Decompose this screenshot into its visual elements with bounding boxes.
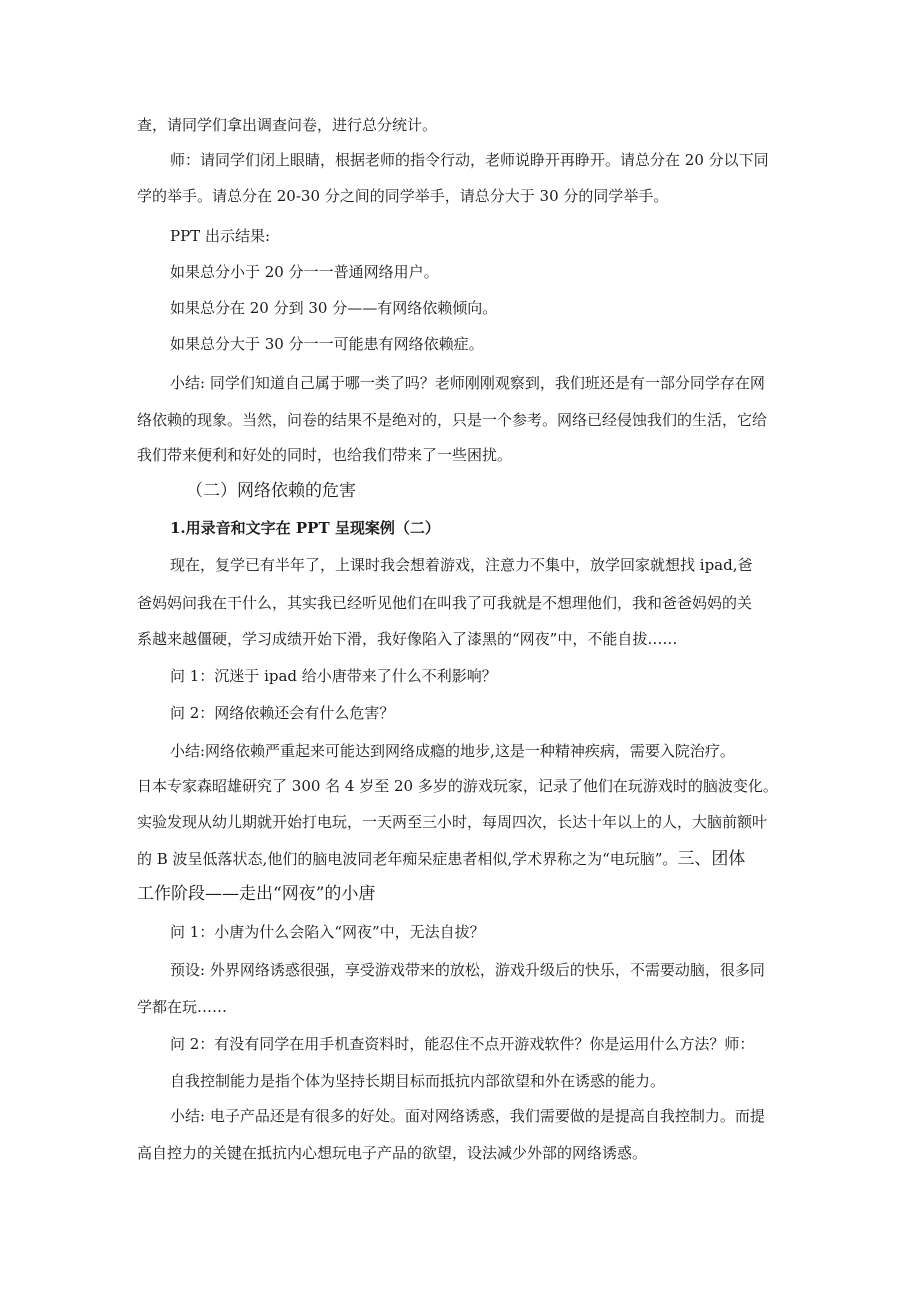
text-line: 日本专家森昭雄研究了 300 名 4 岁至 20 多岁的游戏玩家，记录了他们在玩游戏时的脑波变化。	[137, 777, 778, 795]
text-line: 师：请同学们闭上眼睛，根据老师的指令行动，老师说睁开再睁开。请总分在 20 分以下同	[170, 151, 769, 169]
text-line	[137, 849, 745, 869]
text-line: 高自控力的关键在抵抗内心想玩电子产品的欲望，设法减少外部的网络诱惑。	[137, 1144, 648, 1162]
section-heading: 工作阶段——走出“网夜”的小唐	[137, 884, 376, 904]
text-line: 如果总分小于 20 分一一普通网络用户。	[170, 263, 439, 281]
text-line: 如果总分大于 30 分一一可能患有网络依赖症。	[170, 335, 484, 353]
text-line: 爸妈妈问我在干什么，其实我已经听见他们在叫我了可我就是不想理他们，我和爸爸妈妈的关	[137, 594, 753, 612]
text-line: 小结: 电子产品还是有很多的好处。面对网络诱惑，我们需要做的是提高自我控制力。而提	[170, 1107, 765, 1125]
text-line: 系越来越僵硬，学习成绩开始下滑，我好像陷入了漆黑的“网夜”中，不能自拔……	[137, 630, 678, 648]
text-line: 现在，复学已有半年了，上课时我会想着游戏，注意力不集中，放学回家就想找 ipad,爸	[170, 556, 753, 574]
text-line: 问 2：网络依赖还会有什么危害？	[170, 704, 395, 722]
text-line: 预设: 外界网络诱惑很强，享受游戏带来的放松，游戏升级后的快乐，不需要动脑，很多同	[170, 961, 765, 979]
text-line: 查，请同学们拿出调查问卷，进行总分统计。	[137, 116, 438, 134]
text-line: 问 1：沉迷于 ipad 给小唐带来了什么不利影响？	[170, 667, 497, 685]
text-line: 小结:网络依赖严重起来可能达到网络成瘾的地步,这是一种精神疾病，需要入院治疗。	[170, 742, 735, 760]
text-line: 络依赖的现象。当然，问卷的结果不是绝对的，只是一个参考。网络已经侵蚀我们的生活，它给	[137, 411, 768, 429]
text-line: 学的举手。请总分在 20-30 分之间的同学举手，请总分大于 30 分的同学举手。	[137, 187, 669, 205]
text-line: PPT 出示结果:	[170, 227, 271, 245]
text-line: 我们带来便利和好处的同时，也给我们带来了一些困扰。	[137, 446, 513, 464]
subsection-heading: 1.用录音和文字在 PPT 呈现案例（二）	[170, 519, 440, 537]
text-line: 自我控制能力是指个体为坚持长期目标而抵抗内部欲望和外在诱惑的能力。	[170, 1072, 666, 1090]
text-line: 实验发现从幼儿期就开始打电玩，一天两至三小时，每周四次，长达十年以上的人，大脑前额叶	[137, 813, 768, 831]
text-line: 小结: 同学们知道自己属于哪一类了吗？老师刚刚观察到，我们班还是有一部分同学存在网	[170, 374, 765, 392]
text-line: 如果总分在 20 分到 30 分——有网络依赖倾向。	[170, 299, 498, 317]
text-line: 学都在玩……	[137, 998, 228, 1016]
section-heading: （二）网络依赖的危害	[186, 481, 356, 501]
text-line: 问 2：有没有同学在用手机查资料时，能忍住不点开游戏软件？你是运用什么方法？师：	[170, 1035, 755, 1053]
text-line: 问 1：小唐为什么会陷入“网夜”中，无法自拔？	[170, 923, 485, 941]
text-span: 的 B 波呈低落状态,他们的脑电波同老年痴呆症患者相似,学术界称之为“电玩脑”。	[137, 850, 678, 868]
section-heading-inline: 三、团体	[677, 849, 746, 869]
